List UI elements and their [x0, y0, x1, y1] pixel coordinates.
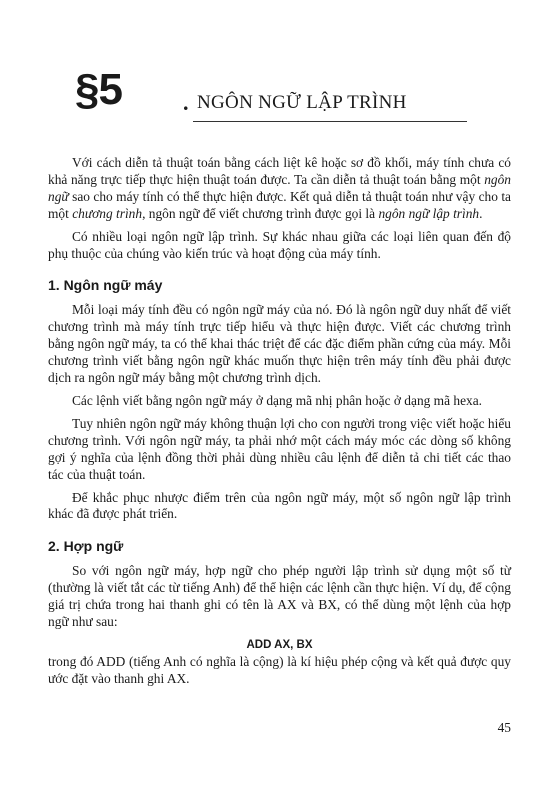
- chapter-title-underline: [193, 121, 467, 122]
- section1-paragraph-3: Tuy nhiên ngôn ngữ máy không thuận lợi cho con người trong việc viết hoặc hiểu chương trình. Với ngôn ngữ máy, ta phải nhớ một cách máy móc các dòng số không gợi ý nghĩa của lệnh đồng thời phải dùng nhiều câu lệnh để diễn tả chi tiết các thao tác của thuật toán.: [48, 415, 511, 482]
- code-example: ADD AX, BX: [246, 638, 313, 651]
- italic-term-chuong-trinh: chương trình: [72, 205, 143, 221]
- text-run: Với cách diễn tả thuật toán bằng cách liệt kê hoặc sơ đồ khối, máy tính chưa có khả năng trực tiếp thực hiện thuật toán được. Ta cần diễn tả thuật toán bằng một: [48, 155, 511, 187]
- section2-paragraph-2: trong đó ADD (tiếng Anh có nghĩa là cộng) là kí hiệu phép cộng và kết quả được quy ước đặt vào thanh ghi AX.: [48, 653, 511, 686]
- italic-term-ngon-ngu-lap-trinh: ngôn ngữ lập trình: [378, 205, 480, 221]
- text-run: , ngôn ngữ để viết chương trình được gọi là: [142, 205, 379, 221]
- section-heading-assembly: 2. Hợp ngữ: [48, 538, 124, 555]
- chapter-dot: .: [183, 90, 189, 115]
- italic-term-ngon-ngu: ngôn ngữ: [48, 171, 511, 204]
- section-heading-machine-language: 1. Ngôn ngữ máy: [48, 277, 163, 294]
- chapter-number: §5: [75, 65, 122, 114]
- intro-paragraph-2: Có nhiều loại ngôn ngữ lập trình. Sự khác nhau giữa các loại liên quan đến độ phụ thuộc của chúng vào kiến trúc và hoạt động của máy tính.: [48, 228, 511, 261]
- section1-paragraph-2: Các lệnh viết bằng ngôn ngữ máy ở dạng mã nhị phân hoặc ở dạng mã hexa.: [72, 392, 483, 408]
- chapter-heading: [75, 64, 475, 124]
- text-run: .: [479, 205, 483, 221]
- section2-paragraph-1: So với ngôn ngữ máy, hợp ngữ cho phép người lập trình sử dụng một số từ (thường là viết tắt các từ tiếng Anh) để thể hiện các lệnh cần thực hiện. Ví dụ, để cộng giá trị chứa trong hai thanh ghi có tên là AX và BX, có thể dùng một lệnh của hợp ngữ như sau:: [48, 563, 511, 630]
- section1-paragraph-1: Mỗi loại máy tính đều có ngôn ngữ máy của nó. Đó là ngôn ngữ duy nhất để viết chương trình mà máy tính trực tiếp hiểu và thực hiện được. Viết các chương trình bằng ngôn ngữ máy, ta có thể khai thác triệt để các đặc điểm phần cứng của máy. Mỗi chương trình viết bằng ngôn ngữ khác muốn thực hiện trên máy tính đều phải được dịch ra ngôn ngữ máy bằng một chương trình dịch.: [48, 302, 511, 386]
- chapter-title: NGÔN NGỮ LẬP TRÌNH: [197, 92, 407, 113]
- text-run: sao cho máy tính có thể thực hiện được. Kết quả diễn tả thuật toán như vậy cho ta một: [48, 188, 511, 221]
- section1-paragraph-4: Để khắc phục nhược điểm trên của ngôn ngữ máy, một số ngôn ngữ lập trình khác đã được phát triển.: [48, 489, 511, 522]
- page-body: [48, 155, 511, 694]
- intro-paragraph-1: [48, 155, 511, 223]
- page-number: 45: [497, 720, 511, 735]
